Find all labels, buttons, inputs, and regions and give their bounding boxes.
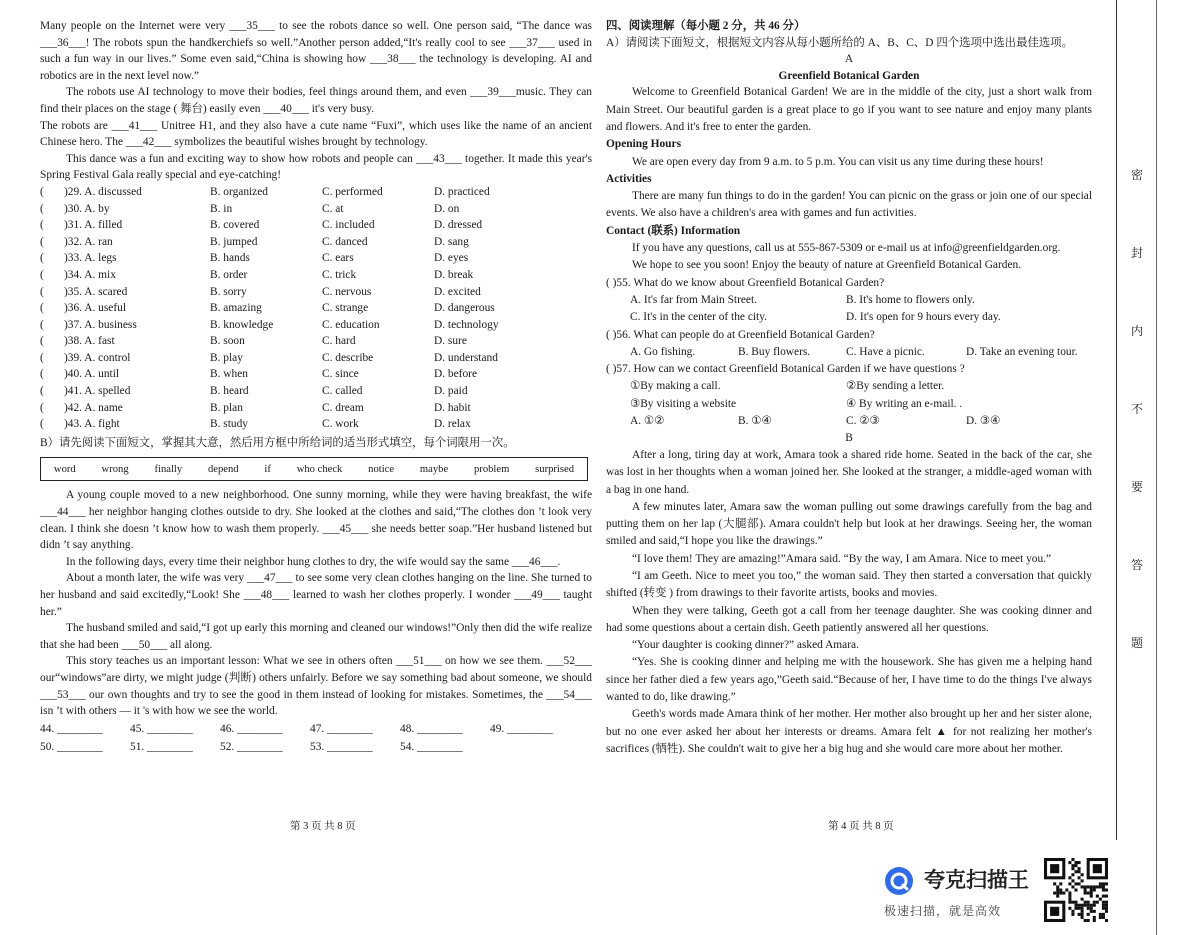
paragraph: “I am Geeth. Nice to meet you too,” the woman said. They then started a conversation that quickly shifted (转变 ) from drawings to their favorite artists, books and movies.: [606, 569, 1092, 600]
option-cell: D. habit: [434, 401, 471, 414]
answer-blank: 49. ________: [490, 722, 553, 735]
option-cell: D. on: [434, 202, 460, 215]
question-56: ( )56. What can people do at Greenfield Botanical Garden?: [606, 328, 875, 341]
option-cell: C. dream: [322, 401, 364, 414]
option-cell: )30. A. by: [64, 202, 110, 215]
option-cell: D. eyes: [434, 252, 469, 265]
option-cell: D. break: [434, 268, 474, 281]
seal-char: 题: [1131, 636, 1144, 650]
scanner-app-name: 夸克扫描王: [924, 868, 1029, 892]
option-row: [40, 300, 592, 317]
paragraph: A young couple moved to a new neighborhood. One sunny morning, while they were having breakfast, the wife ___44___ her neighbor hanging clothes outside to dry. She looked at the clothes and said,“The clothes don ’t look very clean. I think she doesn ’t know how to wash them properly. ___45___ she needs better soap.”Her husband listened but didn ’t say anything.: [40, 489, 592, 552]
word-box-item: wrong: [101, 463, 129, 475]
option-cell: C. called: [322, 385, 363, 398]
option-cell: B. heard: [210, 385, 249, 398]
answer-blank: 45. ________: [130, 722, 193, 735]
option: ①By making a call.: [630, 380, 721, 393]
page-4-column: [606, 18, 1092, 758]
option-row: [40, 383, 592, 400]
option-cell: )42. A. name: [64, 401, 123, 414]
option-cell: C. education: [322, 318, 380, 331]
paragraph: The robots are ___41___ Unitree H1, and they also have a cute name “Fuxi”, which uses like the name of an ancient Chinese hero. The ___42___ symbolizes the beautiful wishes brought by technology.: [40, 119, 592, 149]
paragraph: “Yes. She is cooking dinner and helping me with the housework. She has given me a helping hand since her father died a few years ago,”Geeth said.“Because of her, I have time to do the things I've always wanted to do, like drawing.”: [606, 656, 1092, 704]
word-box: [40, 457, 588, 481]
option-cell: )36. A. useful: [64, 302, 127, 315]
answer-blank: 54. ________: [400, 741, 463, 754]
option-row: [40, 217, 592, 234]
cloze-passage-2: [40, 487, 592, 719]
page-footer-left: 第 3 页 共 8 页: [290, 821, 356, 832]
seal-char: 内: [1131, 324, 1144, 338]
passage-b-label: B: [845, 432, 853, 445]
option-row: [40, 350, 592, 367]
option: B. Buy flowers.: [738, 345, 811, 358]
option-cell: )38. A. fast: [64, 335, 115, 348]
option: ③By visiting a website: [630, 397, 737, 410]
question-56-options: [606, 344, 1092, 361]
word-box-item: word: [53, 463, 76, 475]
option-cell: D. excited: [434, 285, 481, 298]
answer-blank: 44. ________: [40, 722, 103, 735]
passage-a-title: Greenfield Botanical Garden: [778, 69, 920, 82]
word-box-item: surprised: [535, 463, 574, 475]
word-box-item: maybe: [419, 463, 449, 475]
passage-b: [606, 447, 1092, 758]
section-a-instruction: A）请阅读下面短文，根据短文内容从每小题所给的 A、B、C、D 四个选项中选出最佳选项。: [606, 36, 1074, 49]
option-row: [40, 267, 592, 284]
word-box-item: if: [264, 463, 271, 475]
option-row: [40, 333, 592, 350]
answer-blank: 48. ________: [400, 722, 463, 735]
option-cell: B. in: [210, 202, 233, 215]
seal-char: 要: [1131, 480, 1144, 494]
option-cell: (: [40, 351, 44, 364]
question-57-options: [606, 413, 1092, 430]
option: C. It's in the center of the city.: [630, 311, 768, 324]
seal-char: 不: [1131, 402, 1144, 416]
word-box-item: depend: [207, 463, 239, 475]
passage-a-label: A: [844, 53, 854, 66]
option-cell: B. order: [210, 268, 248, 281]
option: D. Take an evening tour.: [966, 345, 1078, 358]
option-cell: )33. A. legs: [64, 252, 117, 265]
paragraph: This dance was a fun and exciting way to show how robots and people can ___43___ together. It made this year's Spring Festival Gala really special and eye-catching!: [40, 152, 592, 182]
cloze-passage-1: [40, 18, 592, 184]
option-cell: C. ears: [322, 252, 354, 265]
answer-blank: 51. ________: [130, 741, 193, 754]
option-row: [40, 416, 592, 433]
word-box-item: who check: [296, 463, 343, 475]
paragraph: Many people on the Internet were very ___35___ to see the robots dance so well. One person said, “The dance was ___36___! The robots spun the handkerchiefs so well.”Another person added,“It's really cool to see ___37___ used in such a fun way in our lives.” Some even said,“China is showing how ___38___ the technology is developing. AI and robotics are in the next level now.”: [40, 20, 592, 82]
paragraph: Welcome to Greenfield Botanical Garden! We are in the middle of the city, just a short walk from Main Street. Our beautiful garden is a great place to go if you want to see nature and enjoy many plants and flowers. And it's free to enter the garden.: [606, 86, 1092, 133]
option: D. It's open for 9 hours every day.: [846, 311, 1001, 324]
section-title: 四、阅读理解（每小题 2 分，共 46 分）: [606, 20, 806, 32]
option-cell: )39. A. control: [64, 351, 131, 364]
page-3-column: [40, 18, 592, 757]
option-cell: )43. A. fight: [64, 418, 120, 431]
option-cell: (: [40, 268, 44, 281]
option-cell: D. dressed: [434, 219, 483, 232]
option: A. ①②: [630, 415, 665, 428]
page-footer-right: 第 4 页 共 8 页: [828, 821, 894, 832]
option-cell: B. amazing: [210, 302, 262, 315]
paragraph: We hope to see you soon! Enjoy the beauty of nature at Greenfield Botanical Garden.: [632, 259, 1022, 272]
option-cell: B. when: [210, 368, 248, 381]
paragraph: There are many fun things to do in the garden! You can picnic on the grass or join one of our special events. We also have a children's area with games and fun activities.: [606, 190, 1092, 220]
option-cell: (: [40, 185, 44, 198]
option-cell: B. study: [210, 418, 248, 431]
option-cell: )29. A. discussed: [64, 185, 142, 198]
answer-blank: 53. ________: [310, 741, 373, 754]
option-cell: D. practiced: [434, 185, 490, 198]
option-cell: C. performed: [322, 185, 383, 198]
option-cell: D. technology: [434, 318, 499, 331]
option-row: [40, 201, 592, 218]
option-cell: B. organized: [210, 185, 268, 198]
option-cell: C. trick: [322, 268, 357, 281]
answer-blank: 52. ________: [220, 741, 283, 754]
paragraph: This story teaches us an important lesson: What we see in others often ___51___ on how we see them. ___52___ our“windows”are dirty, we might judge (判断) others unfairly. Before we say something bad about someone, we should ___53___ our own thoughts and try to see the good in them instead of looking for mistakes. Sometimes, the ___54___ isn ’t with others — it 's with how we see the world.: [40, 655, 592, 718]
option-cell: )31. A. filled: [64, 219, 123, 232]
option-cell: C. hard: [322, 335, 356, 348]
option-row: [40, 184, 592, 201]
question-57: ( )57. How can we contact Greenfield Botanical Garden if we have questions ?: [606, 363, 965, 376]
answer-blanks-row: [40, 720, 592, 739]
option-cell: C. danced: [322, 235, 368, 248]
paragraph: Geeth's words made Amara think of her mother. Her mother also brought up her and her sister alone, but no one ever asked her about her interests or dreams. Amara felt ▲ for not realizing her mother's sacrifices (牺牲). She couldn't wait to give her a big hug and she would care more about her mother.: [606, 708, 1092, 755]
paragraph: “Your daughter is cooking dinner?” asked Amara.: [632, 639, 859, 652]
option: C. Have a picnic.: [846, 345, 925, 358]
seal-char: 密: [1131, 168, 1144, 182]
option-cell: (: [40, 385, 44, 398]
paragraph: The robots use AI technology to move their bodies, feel things around them, and even ___39___music. They can find their places on the stage ( 舞台) easily even ___40___ it's very busy.: [40, 86, 592, 115]
cloze-options: [40, 184, 592, 433]
question-55: ( )55. What do we know about Greenfield Botanical Garden?: [606, 276, 885, 289]
heading-opening-hours: Opening Hours: [606, 138, 682, 151]
option-cell: (: [40, 202, 44, 215]
heading-activities: Activities: [606, 172, 652, 185]
option-cell: C. since: [322, 368, 359, 381]
option-cell: B. knowledge: [210, 318, 274, 331]
option: ②By sending a letter.: [846, 380, 945, 393]
option-cell: B. plan: [210, 401, 243, 414]
option-cell: (: [40, 219, 44, 232]
option-cell: C. nervous: [322, 285, 372, 298]
answer-blank: 50. ________: [40, 741, 103, 754]
scanner-slogan: 极速扫描，就是高效: [884, 904, 1002, 918]
option-cell: D. relax: [434, 418, 471, 431]
option-row: [40, 234, 592, 251]
binding-edge: [1156, 0, 1157, 935]
answer-blank: 47. ________: [310, 722, 373, 735]
option: ④ By writing an e-mail. .: [846, 397, 963, 410]
paragraph: After a long, tiring day at work, Amara took a shared ride home. Seated in the back of the car, she was lost in her thoughts when a woman joined her. She looked at the stranger, a middle-aged woman with a bag in one hand.: [606, 448, 1092, 496]
seal-char: 答: [1131, 558, 1144, 572]
option: B. It's home to flowers only.: [846, 293, 975, 306]
paragraph: “I love them! They are amazing!”Amara said. “By the way, I am Amara. Nice to meet you.”: [632, 552, 1052, 565]
word-box-item: notice: [368, 463, 395, 475]
option-cell: (: [40, 368, 44, 381]
paragraph: If you have any questions, call us at 555-867-5309 or e-mail us at info@greenfieldgarden.org.: [632, 242, 1061, 255]
option-cell: C. at: [322, 202, 344, 215]
scanner-logo-icon: [884, 866, 914, 896]
option-cell: (: [40, 252, 44, 265]
option-cell: B. soon: [210, 335, 245, 348]
paragraph: About a month later, the wife was very ___47___ to see some very clean clothes hanging on the line. She turned to her husband and said excitedly,“Look! She ___48___ learned to wash her clothes properly. I wonder ___49___ taught her.”: [40, 572, 592, 618]
option-cell: D. sang: [434, 235, 469, 248]
word-box-item: finally: [154, 463, 183, 475]
paragraph: The husband smiled and said,“I got up early this morning and cleaned our windows!”Only then did the wife realize that she had been ___50___ all along.: [40, 622, 592, 651]
option-cell: (: [40, 285, 44, 298]
option-cell: C. included: [322, 219, 375, 232]
option-cell: D. sure: [434, 335, 467, 348]
section-b-instruction: B）请先阅读下面短文，掌握其大意，然后用方框中所给词的适当形式填空，每个词限用一次。: [40, 436, 515, 449]
word-box-item: problem: [474, 463, 510, 475]
option-cell: )41. A. spelled: [64, 385, 131, 398]
scanner-watermark: [884, 860, 1044, 920]
option-cell: B. play: [210, 351, 243, 364]
option-cell: (: [40, 418, 44, 431]
option: D. ③④: [966, 415, 1001, 428]
option-row: [40, 400, 592, 417]
option-cell: D. understand: [434, 351, 498, 364]
heading-contact: Contact (联系) Information: [606, 224, 741, 237]
option-cell: )34. A. mix: [64, 268, 116, 281]
answer-blanks-row: [40, 738, 592, 757]
option-cell: B. sorry: [210, 285, 247, 298]
paragraph: In the following days, every time their neighbor hung clothes to dry, the wife would say the same ___46___.: [66, 555, 561, 568]
option-cell: )32. A. ran: [64, 235, 113, 248]
seal-char: 封: [1131, 246, 1144, 260]
option-cell: (: [40, 335, 44, 348]
option-cell: D. before: [434, 368, 478, 381]
question-57-statements: [606, 378, 1092, 413]
option-cell: (: [40, 302, 44, 315]
option-cell: )35. A. scared: [64, 285, 128, 298]
option-cell: B. covered: [210, 219, 260, 232]
option-cell: C. strange: [322, 302, 369, 315]
option-row: [40, 284, 592, 301]
option-cell: B. jumped: [210, 235, 258, 248]
paragraph: A few minutes later, Amara saw the woman pulling out some drawings carefully from the bag and putting them on her lap (大腿部). Amara couldn't help but look at her drawings. Seeing her, the woman smiled and said,“I hope you like the drawings.”: [606, 500, 1092, 548]
option-cell: (: [40, 235, 44, 248]
option: C. ②③: [846, 415, 880, 428]
option: A. Go fishing.: [630, 345, 696, 358]
question-55-options: [606, 292, 1092, 327]
option-cell: )37. A. business: [64, 318, 137, 331]
option-cell: (: [40, 401, 44, 414]
seal-line: [1116, 0, 1117, 840]
option-cell: B. hands: [210, 252, 250, 265]
option-row: [40, 317, 592, 334]
option-cell: D. dangerous: [434, 302, 495, 315]
option-cell: (: [40, 318, 44, 331]
qr-code-icon: [1044, 858, 1108, 922]
paragraph: When they were talking, Geeth got a call from her teenage daughter. She was cooking dinner and had some questions about a certain dish. Geeth patiently answered all her questions.: [606, 604, 1092, 634]
option: A. It's far from Main Street.: [630, 293, 757, 306]
paragraph: We are open every day from 9 a.m. to 5 p.m. You can visit us any time during these hours!: [632, 155, 1044, 168]
option-cell: C. describe: [322, 351, 374, 364]
option-cell: )40. A. until: [64, 368, 120, 381]
option-row: [40, 366, 592, 383]
option-row: [40, 250, 592, 267]
option: B. ①④: [738, 415, 772, 428]
answer-blank: 46. ________: [220, 722, 283, 735]
option-cell: D. paid: [434, 385, 468, 398]
option-cell: C. work: [322, 418, 359, 431]
